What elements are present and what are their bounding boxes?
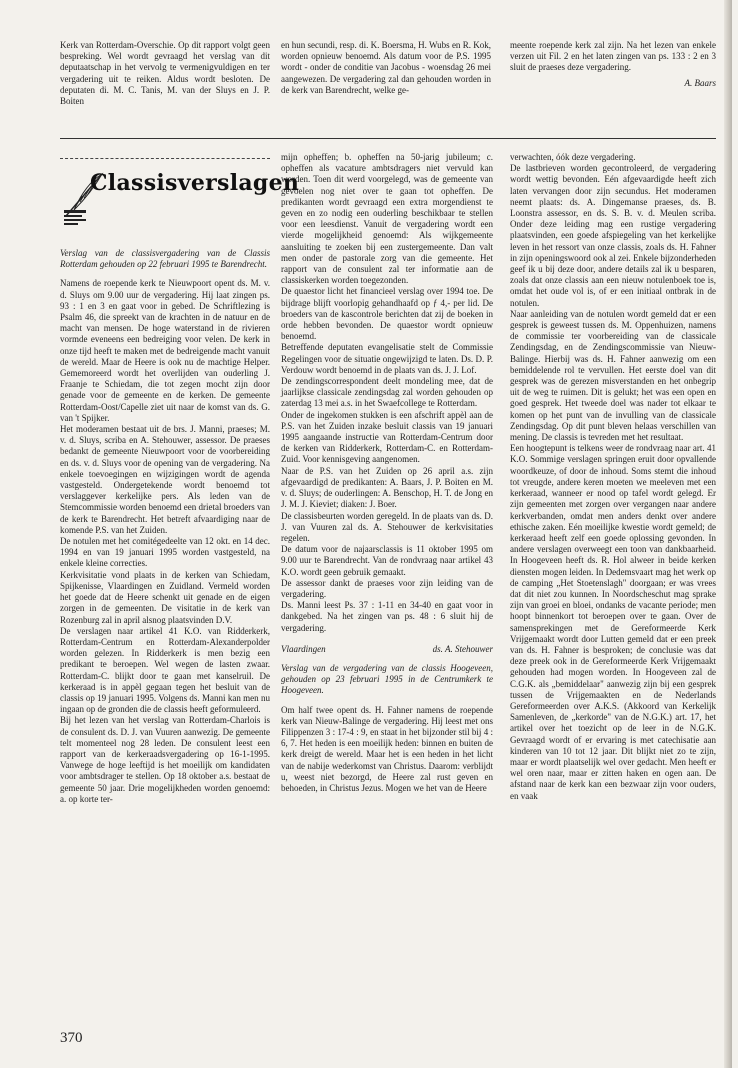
top-col3-text: meente roepende kerk zal zijn. Na het lezen van enkele verzen uit Fil. 2 en het laten zingen van ps. 133 : 2 en 3 sluit de praeses deze vergadering. <box>510 40 716 73</box>
intro-rotterdam: Verslag van de classisvergadering van de Classis Rotterdam gehouden op 22 februari 1995 te Barendrecht. <box>60 248 270 270</box>
col2-paragraph: Betreffende deputaten evangelisatie stelt de Commissie Regelingen voor de situatie ongewijzigd te laten. Ds. D. P. Verdouw wordt benoemd in de plaats van ds. J. J. Lof. <box>281 342 493 375</box>
section-header <box>60 152 300 248</box>
col3-paragraph: verwachten, óók deze vergadering. <box>510 152 636 162</box>
intro-hoogeveen: Verslag van de vergadering van de classis Hoogeveen, gehouden op 23 februari 1995 in de Centrumkerk te Hoogeveen. <box>281 662 493 696</box>
col3-paragraph: Een hoogtepunt is telkens weer de rondvraag naar art. 41 K.O. Sommige verslagen springen eruit door opvallende woordkeuze, of door de inhoud. Soms stemt die inhoud tot vreugde, andere keren moeten we meeleven met een kerkeraad, wanneer er nood op tafel wordt gelegd. Er zijn gemeenten met zorgen over vergangen naar andere kerkverbanden, omdat men anders denkt over andere ethische zaken. Eén moeilijke kwestie wordt gemeld; de kerkeraad heeft zelf een goede oplossing gevonden. In andere verslagen overweegt een toon van dankbaarheid. In Hoogeveen heeft ds. R. Hol alweer in beide kerken diensten mogen leiden. In Dedemsvaart mag het werk op de camping „Het Stoetenslagh" doorgaan; er was vrees dat dit niet zou kunnen. In Noordscheschut mag sprake zijn van groei en bloei, ondanks de vacante periode; men hoopt binnenkort tot beroepen over te gaan. Over de samensprekingen met de Gereformeerde Kerk Vrijgemaakt wordt door Lutten gemeld dat er een preek van ds. H. Fahner is besproken; de conclusie was dat deze preek ook in de Gereformeerde Kerk Vrijgemaakt gehouden had mogen worden. In Hoogeveen zal de C.G.K. als „bemiddelaar" aanwezig zijn bij een gesprek tussen de Vrijgemaakten en de Nederlands Gereformeerden over A.K.S. (Akkoord van Kerkelijk Samenleven, de „kerkorde" van de N.G.K.) art. 17, het artikel over het toezicht op de leer in de N.G.K. Gevraagd wordt of er ervaring is met catechisatie aan kinderen van 10 tot 12 jaar. Dit blijkt niet zo te zijn, maar er wordt plaatselijk wel over gedacht. Men heeft er wel oren naar, maar er zitten haken en ogen aan. De afstand naar de kerk kan een bezwaar zijn voor ouders, en vaak <box>510 443 716 801</box>
section-divider <box>60 138 716 139</box>
column-1 <box>60 152 300 805</box>
col2-paragraph: De datum voor de najaarsclassis is 11 oktober 1995 om 9.00 uur te Barendrecht. Van de rondvraag naar artikel 43 K.O. wordt geen gebruik gemaakt. <box>281 544 493 577</box>
col3-paragraph: Naar aanleiding van de notulen wordt gemeld dat er een gesprek is geweest tussen ds. M. Oppenhuizen, namens de commissie ter voorbereiding van de classicale Zendingsdag, en de Zendingscommissie van Nieuw-Balinge. Hierbij was ds. H. Fahner aanwezig om een bemiddelende rol te vervullen. Het eerste doel van dit gesprek was de gerezen misverstanden en het onbegrip uit de weg te ruimen. Dit is gelukt; het was een open en goed gesprek. Het tweede doel was nader tot elkaar te komen op het punt van de invulling van de classicale Zendingsdag. Op dit punt bleven helaas verschillen van mening. De classis is tevreden met het resultaat. <box>510 308 716 443</box>
col2-paragraph: De zendingscorrespondent deelt mondeling mee, dat de jaarlijkse classicale zendingsdag zal worden gehouden op zaterdag 13 mei a.s. in het Swaefcollege te Rotterdam. <box>281 376 493 409</box>
top-col1-text: Kerk van Rotterdam-Overschie. Op dit rapport volgt geen bespreking. Wel wordt gevraagd het verslag van dit deputaatschap in het vervolg te vermenigvuldigen en ter vergadering uit te reiken. Aldus wordt besloten. De deputaten di. M. C. Tanis, M. van der Sluys en J. P. Boiten <box>60 40 270 107</box>
signature-name: ds. A. Stehouwer <box>432 643 493 654</box>
section-title: Classisverslagen <box>90 170 300 196</box>
col1-paragraph: Namens de roepende kerk te Nieuwpoort opent ds. M. v. d. Sluys om 9.00 uur de vergadering. Hij laat zingen ps. 93 : 1 en 3 en gaat voor in gebed. De Schriftlezing is Psalm 46, die spreekt van de krachten in de natuur en de macht van mensen. De hoge waterstand in de rivieren vormde eveneens een bedreiging voor velen. De kerk in onze tijd heeft te maken met de bedreigende macht vanuit de wereld. Maar de Heere is ook nu de machtige Helper. Gememoreerd wordt het overlijden van ouderling J. Fraanje te Schiedam, die tot zegen mocht zijn door genade voor de gemeente en de kerken. De gemeente Rotterdam-Oost/Capelle ziet uit naar de komst van ds. G. van 't Spijker. <box>60 278 270 423</box>
col2-paragraph: De quaestor licht het financieel verslag over 1994 toe. De bijdrage blijft voorlopig gehandhaafd op ƒ 4,- per lid. De broeders van de kascontrole berichten dat zij de boeken in orde hebben bevonden. De quaestor wordt opnieuw benoemd. <box>281 286 493 342</box>
header-dashed-rule <box>60 158 270 161</box>
top-col2-text: en hun secundi, resp. di. K. Boersma, H. Wubs en R. Kok, worden opnieuw benoemd. Als datum voor de P.S. 1995 wordt - onder de conditie van Jacobus - woensdag 26 mei aangewezen. De vergadering zal dan gehouden worden in de kerk van Barendrecht, welke ge- <box>281 40 491 95</box>
col2-paragraph: De classisbeurten worden geregeld. In de plaats van ds. D. J. van Vuuren zal ds. A. Stehouwer de kerkvisitaties regelen. <box>281 510 493 543</box>
book-spine-shadow <box>724 0 732 1068</box>
signature-place: Vlaardingen <box>281 643 326 654</box>
column-2 <box>281 152 493 794</box>
col2-paragraph: mijn opheffen; b. opheffen na 50-jarig jubileum; c. opheffen als vacature ambtsdragers niet vervuld kan worden. Toen dit werd voorgelegd, was de gemeente van gevoelen nog niet over te gaan tot opheffen. De predikanten wordt gevraagd een extra morgendienst te geven en zo nodig een ouderling beschikbaar te stellen voor een leesdienst. Vanuit de vergadering wordt een vierde mogelijkheid genoemd: Als wijkgemeente aansluiting te zoeken bij een zustergemeente. Dan valt men onder de pastorale zorg van die gemeente. Het rapport van de consulent zal ter informatie aan de classiskerken worden toegezonden. <box>281 152 493 286</box>
page-number: 370 <box>60 1030 83 1046</box>
col1-paragraph: Bij het lezen van het verslag van Rotterdam-Charlois is de consulent ds. D. J. van Vuuren aanwezig. De gemeente telt momenteel nog 28 leden. De consulent leest een rapport van de kerkeraadsvergadering op 16-1-1995. Vanwege de hoge leeftijd is het moeilijk om kandidaten voor ambtsdrager te stellen. Op 18 oktober a.s. bestaat de gemeente 50 jaar. Drie mogelijkheden worden genoemd: a. op korte ter- <box>60 715 270 804</box>
col2-paragraph: Ds. Manni leest Ps. 37 : 1-11 en 34-40 en gaat voor in dankgebed. Na het zingen van ps. 48 : 6 sluit hij de vergadering. <box>281 600 493 633</box>
column-3 <box>510 152 716 802</box>
top-column-3 <box>510 40 716 89</box>
col2-paragraph: Onder de ingekomen stukken is een afschrift appèl aan de P.S. van het Zuiden inzake besluit classis van 19 januari 1995 aangaande instructie van Rotterdam-Centrum door de kerken van Ridderkerk, Rotterdam-C. en Rotterdam-Zuid. Voor kennisgeving aangenomen. <box>281 409 493 465</box>
col2-paragraph: Om half twee opent ds. H. Fahner namens de roepende kerk van Nieuw-Balinge de vergadering. Hij leest met ons Filippenzen 3 : 17-4 : 9, en staat in het bijzonder stil bij 4 : 6, 7. Het heden is een moeilijk heden: binnen en buiten de kerk dreigt de wereld. Maar het is een heden in het licht van de nabije wederkomst van Christus. Daarom: verblijdt u, weest niet bezorgd, de Heere zal rust geven en behoeden, in Christus Jezus. Mogen we het van de Heere <box>281 704 493 793</box>
top-signature: A. Baars <box>684 77 716 88</box>
report-signature <box>281 644 493 655</box>
col3-paragraph: De lastbrieven worden gecontroleerd, de vergadering wordt wettig bevonden. Eén afgevaardigde heeft zich laten vervangen door zijn secundus. Het moderamen neemt plaats: ds. A. Dingemanse praeses, ds. B. Loonstra assessor, en ds. S. B. v. d. Meulen scriba. Onder deze leiding mag een rustige vergadering plaatsvinden, een goede afspiegeling van het kerkelijke leven in het ressort van onze classis, zoals ds. H. Fahner in zijn openingswoord ook al zei. Enkele bijzonderheden geef ik u bij deze door, andere details zal ik u besparen, zoals dat onze classis aan een nieuw notulenboek toe is, omdat het oude vol is, of er een initiaal ontbrak in de notulen. <box>510 163 716 308</box>
col1-paragraph: De verslagen naar artikel 41 K.O. van Ridderkerk, Rotterdam-Centrum en Rotterdam-Alexanderpolder worden gelezen. In Ridderkerk is men bezig een predikant te beroepen. Wel wegen de lasten zwaar. Rotterdam-C. blijkt door te gaan met kanselruil. De kerkeraad is in appèl gegaan tegen het besluit van de classis op 19 januari 1995. Volgens ds. Manni kan men nu ingaan op de gronden die de classis heeft geformuleerd. <box>60 625 270 715</box>
col1-paragraph: Het moderamen bestaat uit de brs. J. Manni, praeses; M. v. d. Sluys, scriba en A. Stehouwer, assessor. De praeses bedankt de gemeente Nieuwpoort voor de voorbereiding en ds. v. d. Sluys voor de opening van de vergadering. Na enkele toevoegingen en wijzigingen wordt de agenda vastgesteld. Ondergetekende wordt benoemd tot verslaggever kerkelijke pers. Als leden van de Stemcommissie worden benoemd een drietal broeders van de kerk te Barendrecht. Het betreft afvaardiging naar de komende P.S. van het Zuiden. <box>60 424 270 535</box>
col1-paragraph: De notulen met het comitégedeelte van 12 okt. en 14 dec. 1994 en van 19 januari 1995 worden vastgesteld, na enkele kleine correcties. <box>60 536 270 569</box>
col2-paragraph: De assessor dankt de praeses voor zijn leiding van de vergadering. <box>281 577 493 599</box>
top-column-1 <box>60 40 270 107</box>
col2-paragraph: Naar de P.S. van het Zuiden op 26 april a.s. zijn afgevaardigd de predikanten: A. Baars, J. P. Boiten en M. v. d. Sluys; de ouderlingen: A. Benschop, H. T. de Jong en J. M. J. Kieviet; diaken: J. Boer. <box>281 465 493 510</box>
top-column-2 <box>281 40 491 96</box>
col1-paragraph: Kerkvisitatie vond plaats in de kerken van Schiedam, Spijkenisse, Vlaardingen en Zuidland. Vermeld worden het goede dat de Heere schenkt uit genade en de eigen zorgen in de gemeenten. De visitatie in de kerk van Rozenburg zal in april alsnog plaatsvinden D.V. <box>60 569 270 625</box>
